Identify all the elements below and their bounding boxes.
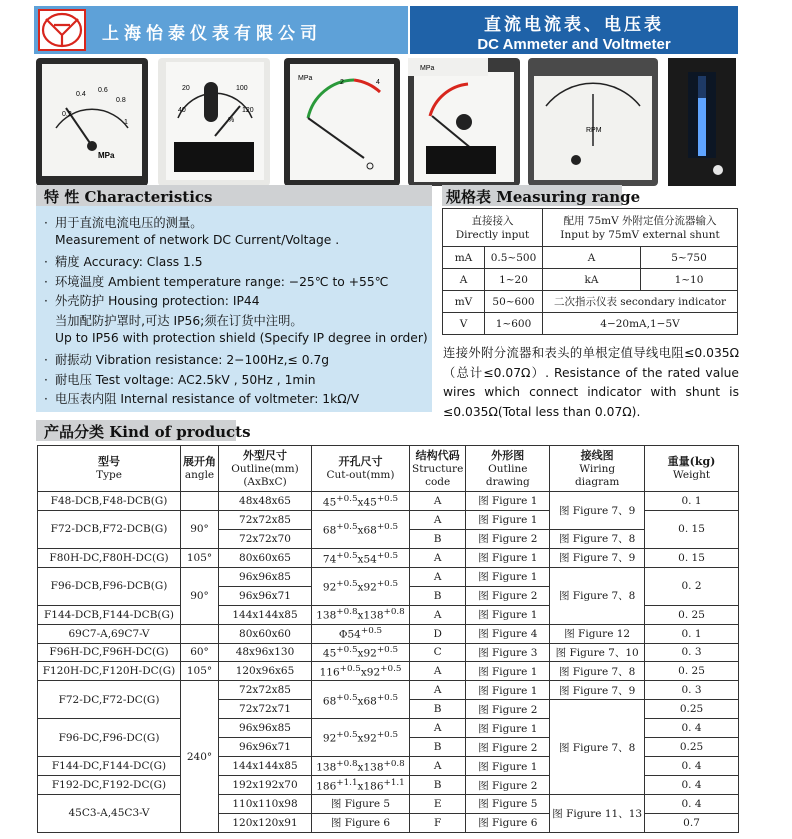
table-cell: 0.25 — [645, 738, 739, 757]
col-angle: 展开角 angle — [181, 446, 219, 492]
table-cell: 0. 25 — [645, 662, 739, 681]
meter-4-unit: MPa — [420, 65, 435, 72]
characteristic-line — [44, 350, 329, 368]
table-cell: 0.5~500 — [485, 247, 543, 269]
table-cell: B — [410, 700, 466, 719]
meter-3-tick-2: 4 — [376, 79, 380, 86]
table-cell: 110x110x98 — [219, 795, 312, 814]
table-cell: 96x96x85 — [219, 567, 312, 586]
meter-3-tick-1: 2 — [340, 79, 344, 86]
col-drawing: 外形图 Outline drawing — [466, 446, 550, 492]
table-cell: $138^{+0.8}x138^{+0.8}$ — [312, 757, 410, 776]
bullet-dot: · — [44, 353, 48, 368]
table-cell — [181, 492, 219, 511]
measuring-range-table — [442, 208, 738, 335]
table-cell: A — [410, 719, 466, 738]
table-cell: 72x72x85 — [219, 681, 312, 700]
table-cell: F144-DC,F144-DC(G) — [38, 757, 181, 776]
table-cell: A — [410, 510, 466, 529]
table-cell: A — [410, 757, 466, 776]
meter-photo-4 — [408, 58, 520, 186]
table-cell: 图 Figure 4 — [466, 624, 550, 643]
meter-3-unit: MPa — [298, 75, 313, 82]
table-cell: 1~600 — [485, 313, 543, 335]
table-cell: 96x96x71 — [219, 586, 312, 605]
table-cell: $\Phi 54^{+0.5}$ — [312, 624, 410, 643]
table-cell: 80x60x65 — [219, 548, 312, 567]
table-cell: 1~10 — [641, 269, 738, 291]
meter-photo-6 — [668, 58, 736, 186]
table-cell: 96x96x71 — [219, 738, 312, 757]
table-cell: B — [410, 529, 466, 548]
table-cell: 图 Figure 1 — [466, 719, 550, 738]
table-row — [38, 624, 739, 643]
table-cell: 图 Figure 6 — [312, 813, 410, 832]
characteristic-text: 耐电压 Test voltage: AC2.5kV , 50Hz , 1min — [55, 372, 316, 387]
table-cell: 图 Figure 1 — [466, 681, 550, 700]
table-cell: 48x96x130 — [219, 643, 312, 662]
table-cell: 图 Figure 7、9 — [550, 548, 645, 567]
company-name: 上海怡泰仪表有限公司 — [102, 24, 322, 44]
table-cell: 90° — [181, 510, 219, 548]
characteristic-line — [44, 389, 359, 407]
table-cell: 图 Figure 1 — [466, 757, 550, 776]
meter-photo-2 — [158, 58, 270, 186]
table-cell: 图 Figure 7、9 — [550, 492, 645, 530]
products-title: 产品分类 Kind of products — [44, 423, 251, 441]
table-cell: A — [410, 548, 466, 567]
table-cell: B — [410, 738, 466, 757]
meter-1-tick-1: 0.2 — [62, 111, 72, 118]
meter-1-tick-5: 1 — [124, 119, 128, 126]
table-cell: 图 Figure 2 — [466, 738, 550, 757]
table-cell: F48-DCB,F48-DCB(G) — [38, 492, 181, 511]
bullet-dot: · — [44, 216, 48, 230]
characteristic-line — [44, 233, 339, 247]
col-type: 型号 Type — [38, 446, 181, 492]
table-cell: 二次指示仪表 secondary indicator — [543, 291, 738, 313]
mr-row — [443, 291, 738, 313]
mr-row — [443, 313, 738, 335]
table-cell: 图 Figure 2 — [466, 529, 550, 548]
table-cell: B — [410, 586, 466, 605]
characteristic-text: 耐振动 Vibration resistance: 2−100Hz,≤ 0.7g — [55, 353, 330, 368]
characteristic-line — [44, 291, 260, 309]
col-wiring: 接线图 Wiring diagram — [550, 446, 645, 492]
table-cell: 0. 3 — [645, 643, 739, 662]
bullet-dot: · — [44, 392, 48, 407]
table-cell: 图 Figure 1 — [466, 548, 550, 567]
table-cell: 图 Figure 2 — [466, 776, 550, 795]
characteristic-text: Measurement of network DC Current/Voltage . — [55, 232, 340, 247]
table-cell: F192-DC,F192-DC(G) — [38, 776, 181, 795]
characteristic-line — [44, 331, 428, 345]
meter-2-unit: % — [228, 117, 235, 124]
table-cell: 图 Figure 6 — [466, 813, 550, 832]
company-logo — [38, 9, 86, 51]
col-cutout: 开孔尺寸 Cut-out(mm) — [312, 446, 410, 492]
table-cell: $186^{+1.1}x186^{+1.1}$ — [312, 776, 410, 795]
measuring-range-title: 规格表 Measuring range — [446, 188, 641, 206]
meter-photo-3 — [284, 58, 400, 186]
table-cell: 5~750 — [641, 247, 738, 269]
table-row — [38, 795, 739, 814]
table-cell: 69C7-A,69C7-V — [38, 624, 181, 643]
table-cell: 图 Figure 1 — [466, 492, 550, 511]
table-cell: 4−20mA,1−5V — [543, 313, 738, 335]
meter-5-unit: RPM — [586, 127, 602, 134]
table-cell: $116^{+0.5}x92^{+0.5}$ — [312, 662, 410, 681]
table-cell: 1~20 — [485, 269, 543, 291]
table-cell: V — [443, 313, 485, 335]
characteristic-line — [44, 370, 316, 388]
table-cell: B — [410, 776, 466, 795]
table-cell: 图 Figure 5 — [312, 795, 410, 814]
title-en: DC Ammeter and Voltmeter — [477, 36, 671, 53]
bullet-dot: · — [44, 255, 48, 270]
bullet-dot: · — [44, 274, 48, 289]
bullet-dot: · — [44, 372, 48, 387]
table-cell: 图 Figure 1 — [466, 567, 550, 586]
table-cell: F — [410, 813, 466, 832]
characteristic-text: 外壳防护 Housing protection: IP44 — [55, 294, 260, 309]
table-cell: 图 Figure 2 — [466, 700, 550, 719]
table-cell: 0. 4 — [645, 757, 739, 776]
table-cell: 0. 2 — [645, 567, 739, 605]
products-header-row — [38, 446, 739, 492]
table-row — [38, 492, 739, 511]
table-cell: 0. 4 — [645, 719, 739, 738]
table-row — [38, 548, 739, 567]
table-row — [38, 643, 739, 662]
characteristic-text: 精度 Accuracy: Class 1.5 — [55, 255, 203, 270]
table-cell: 144x144x85 — [219, 757, 312, 776]
table-cell: 72x72x85 — [219, 510, 312, 529]
table-cell: F96H-DC,F96H-DC(G) — [38, 643, 181, 662]
table-cell: 72x72x70 — [219, 529, 312, 548]
table-cell: 0. 1 — [645, 624, 739, 643]
table-cell: 0. 3 — [645, 681, 739, 700]
table-cell: $138^{+0.8}x138^{+0.8}$ — [312, 605, 410, 624]
meter-1-tick-2: 0.4 — [76, 91, 86, 98]
table-cell: 45C3-A,45C3-V — [38, 795, 181, 833]
shunt-wire-note: 连接外附分流器和表头的单根定值导线电阻≤0.035Ω（总计≤0.07Ω）. Resistance of the rated value wires which connect indicator with shunt is ≤0.035Ω(Total less than 0.07Ω). — [443, 346, 739, 419]
table-cell: 144x144x85 — [219, 605, 312, 624]
header-title-bar — [410, 6, 738, 54]
table-cell: F72-DCB,F72-DCB(G) — [38, 510, 181, 548]
table-cell: 图 Figure 5 — [466, 795, 550, 814]
table-cell: F72-DC,F72-DC(G) — [38, 681, 181, 719]
table-cell: 图 Figure 11、13 — [550, 795, 645, 833]
meter-1-tick-4: 0.8 — [116, 97, 126, 104]
table-cell: 120x120x91 — [219, 813, 312, 832]
table-cell: A — [410, 567, 466, 586]
bullet-dot: · — [44, 294, 48, 309]
table-row — [38, 681, 739, 700]
col-structure: 结构代码 Structure code — [410, 446, 466, 492]
mr-row — [443, 269, 738, 291]
table-cell: $74^{+0.5}x54^{+0.5}$ — [312, 548, 410, 567]
characteristic-line — [44, 213, 203, 231]
table-cell: F96-DC,F96-DC(G) — [38, 719, 181, 757]
table-cell: F144-DCB,F144-DCB(G) — [38, 605, 181, 624]
table-cell: mA — [443, 247, 485, 269]
title-zh: 直流电流表、电压表 — [484, 15, 664, 35]
table-cell: A — [543, 247, 641, 269]
characteristic-line — [44, 272, 389, 290]
mr-head-shunt: 配用 75mV 外附定值分流器输入 Input by 75mV external shunt — [543, 209, 738, 247]
characteristics-title: 特 性 Characteristics — [44, 188, 213, 206]
table-cell: 72x72x71 — [219, 700, 312, 719]
meter-2-tick-3: 40 — [178, 107, 186, 114]
table-cell: A — [410, 605, 466, 624]
mr-row — [443, 247, 738, 269]
table-cell: 240° — [181, 681, 219, 833]
table-cell: F96-DCB,F96-DCB(G) — [38, 567, 181, 605]
meter-1-unit: MPa — [98, 151, 115, 160]
table-cell: 图 Figure 7、8 — [550, 662, 645, 681]
col-weight: 重量(kg) Weight — [645, 446, 739, 492]
table-cell: 0. 15 — [645, 548, 739, 567]
table-cell: 0. 4 — [645, 795, 739, 814]
table-cell: 图 Figure 7、10 — [550, 643, 645, 662]
table-cell: $68^{+0.5}x68^{+0.5}$ — [312, 510, 410, 548]
table-cell: A — [410, 681, 466, 700]
table-cell: 0. 1 — [645, 492, 739, 511]
table-cell: 0. 25 — [645, 605, 739, 624]
table-cell: $68^{+0.5}x68^{+0.5}$ — [312, 681, 410, 719]
table-cell: 48x48x65 — [219, 492, 312, 511]
table-cell: 105° — [181, 662, 219, 681]
table-cell: 图 Figure 7、9 — [550, 681, 645, 700]
table-cell: kA — [543, 269, 641, 291]
meter-photo-1 — [36, 58, 148, 186]
characteristic-line — [44, 311, 303, 329]
meter-2-tick-4: 120 — [242, 107, 254, 114]
table-cell: $45^{+0.5}x45^{+0.5}$ — [312, 492, 410, 511]
table-cell: $92^{+0.5}x92^{+0.5}$ — [312, 719, 410, 757]
table-cell: 0.25 — [645, 700, 739, 719]
table-row — [38, 567, 739, 586]
table-cell: 图 Figure 1 — [466, 605, 550, 624]
table-cell: 96x96x85 — [219, 719, 312, 738]
table-cell: 0. 4 — [645, 776, 739, 795]
table-cell: 图 Figure 1 — [466, 510, 550, 529]
table-cell: 图 Figure 1 — [466, 662, 550, 681]
table-cell: 图 Figure 7、8 — [550, 529, 645, 548]
meter-photo-5 — [528, 58, 658, 186]
col-outline: 外型尺寸 Outline(mm) (AxBxC) — [219, 446, 312, 492]
table-cell: A — [410, 662, 466, 681]
mr-head-direct: 直接接入 Directly input — [443, 209, 543, 247]
table-cell: E — [410, 795, 466, 814]
table-cell: 60° — [181, 643, 219, 662]
table-cell: 图 Figure 3 — [466, 643, 550, 662]
characteristic-text: 用于直流电流电压的测量。 — [55, 216, 203, 230]
table-cell: $92^{+0.5}x92^{+0.5}$ — [312, 567, 410, 605]
table-cell: 0.7 — [645, 813, 739, 832]
table-cell: F80H-DC,F80H-DC(G) — [38, 548, 181, 567]
table-cell: $45^{+0.5}x92^{+0.5}$ — [312, 643, 410, 662]
table-cell: 图 Figure 12 — [550, 624, 645, 643]
characteristic-text: Up to IP56 with protection shield (Specify IP degree in order) — [55, 330, 428, 345]
table-cell: 90° — [181, 567, 219, 624]
table-cell: 80x60x60 — [219, 624, 312, 643]
characteristic-text: 电压表内阻 Internal resistance of voltmeter: 1kΩ/V — [55, 392, 360, 407]
table-cell: 105° — [181, 548, 219, 567]
products-table — [37, 445, 739, 833]
table-cell: 图 Figure 7、8 — [550, 700, 645, 795]
table-cell: A — [410, 492, 466, 511]
characteristic-text: 当加配防护罩时,可达 IP56;须在订货中注明。 — [55, 314, 303, 328]
table-cell: 120x96x65 — [219, 662, 312, 681]
table-cell: mV — [443, 291, 485, 313]
table-cell: 0. 15 — [645, 510, 739, 548]
meter-1-tick-3: 0.6 — [98, 87, 108, 94]
table-cell: 192x192x70 — [219, 776, 312, 795]
table-cell: 图 Figure 2 — [466, 586, 550, 605]
meter-2-tick-1: 20 — [182, 85, 190, 92]
table-cell: 图 Figure 7、8 — [550, 567, 645, 624]
table-cell: 50~600 — [485, 291, 543, 313]
table-cell: F120H-DC,F120H-DC(G) — [38, 662, 181, 681]
characteristic-text: 环境温度 Ambient temperature range: −25℃ to +55℃ — [55, 274, 389, 289]
characteristic-line — [44, 252, 203, 270]
table-row — [38, 662, 739, 681]
table-cell: D — [410, 624, 466, 643]
meter-2-tick-2: 100 — [236, 85, 248, 92]
table-cell: C — [410, 643, 466, 662]
table-cell — [181, 624, 219, 643]
table-cell: A — [443, 269, 485, 291]
